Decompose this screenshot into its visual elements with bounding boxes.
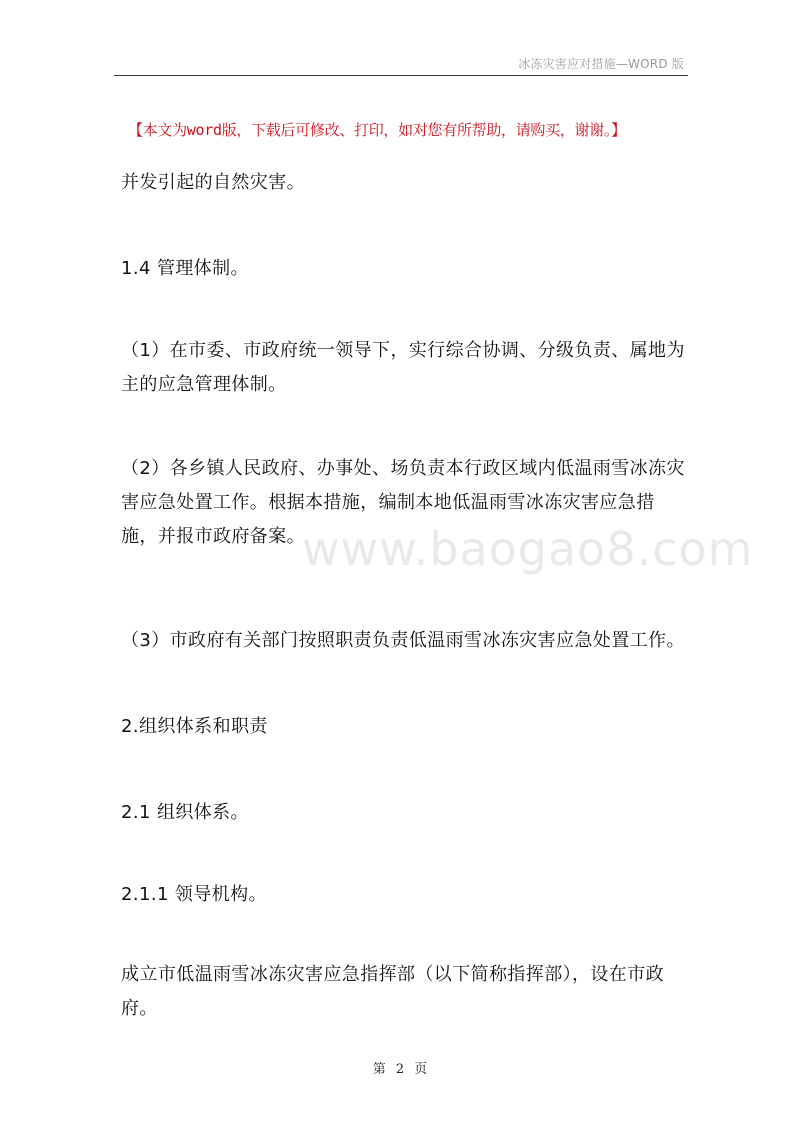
- paragraph-leadership: 成立市低温雨雪冰冻灾害应急指挥部（以下简称指挥部），设在市政府。: [121, 964, 664, 1019]
- purchase-notice: 【本文为word版，下载后可修改、打印，如对您有所帮助，请购买，谢谢。】: [128, 121, 626, 139]
- watermark: www.baogao8.com: [302, 522, 754, 576]
- paragraph-item-2: （2）各乡镇人民政府、办事处、场负责本行政区域内低温雨雪冰冻灾害应急处置工作。根据本措施，编制本地低温雨雪冰冻灾害应急措施，并报市政府备案。: [121, 458, 685, 547]
- section-heading-2-1: 2.1 组织体系。: [121, 802, 249, 823]
- footer-prefix: 第: [372, 1062, 386, 1077]
- header-title: 冰冻灾害应对措施—WORD 版: [518, 57, 684, 71]
- section-heading-1-4: 1.4 管理体制。: [121, 258, 249, 279]
- paragraph-continuation: 并发引起的自然灾害。: [121, 172, 305, 193]
- footer-suffix: 页: [414, 1062, 428, 1077]
- section-heading-2-1-1: 2.1.1 领导机构。: [121, 884, 267, 905]
- paragraph-item-1: （1）在市委、市政府统一领导下，实行综合协调、分级负责、属地为主的应急管理体制。: [121, 340, 685, 395]
- page-footer: [0, 1058, 800, 1077]
- header-divider: [114, 75, 688, 76]
- paragraph-item-3: （3）市政府有关部门按照职责负责低温雨雪冰冻灾害应急处置工作。: [121, 630, 685, 651]
- page-number: 2: [395, 1062, 405, 1077]
- section-heading-2: 2.组织体系和职责: [121, 716, 268, 737]
